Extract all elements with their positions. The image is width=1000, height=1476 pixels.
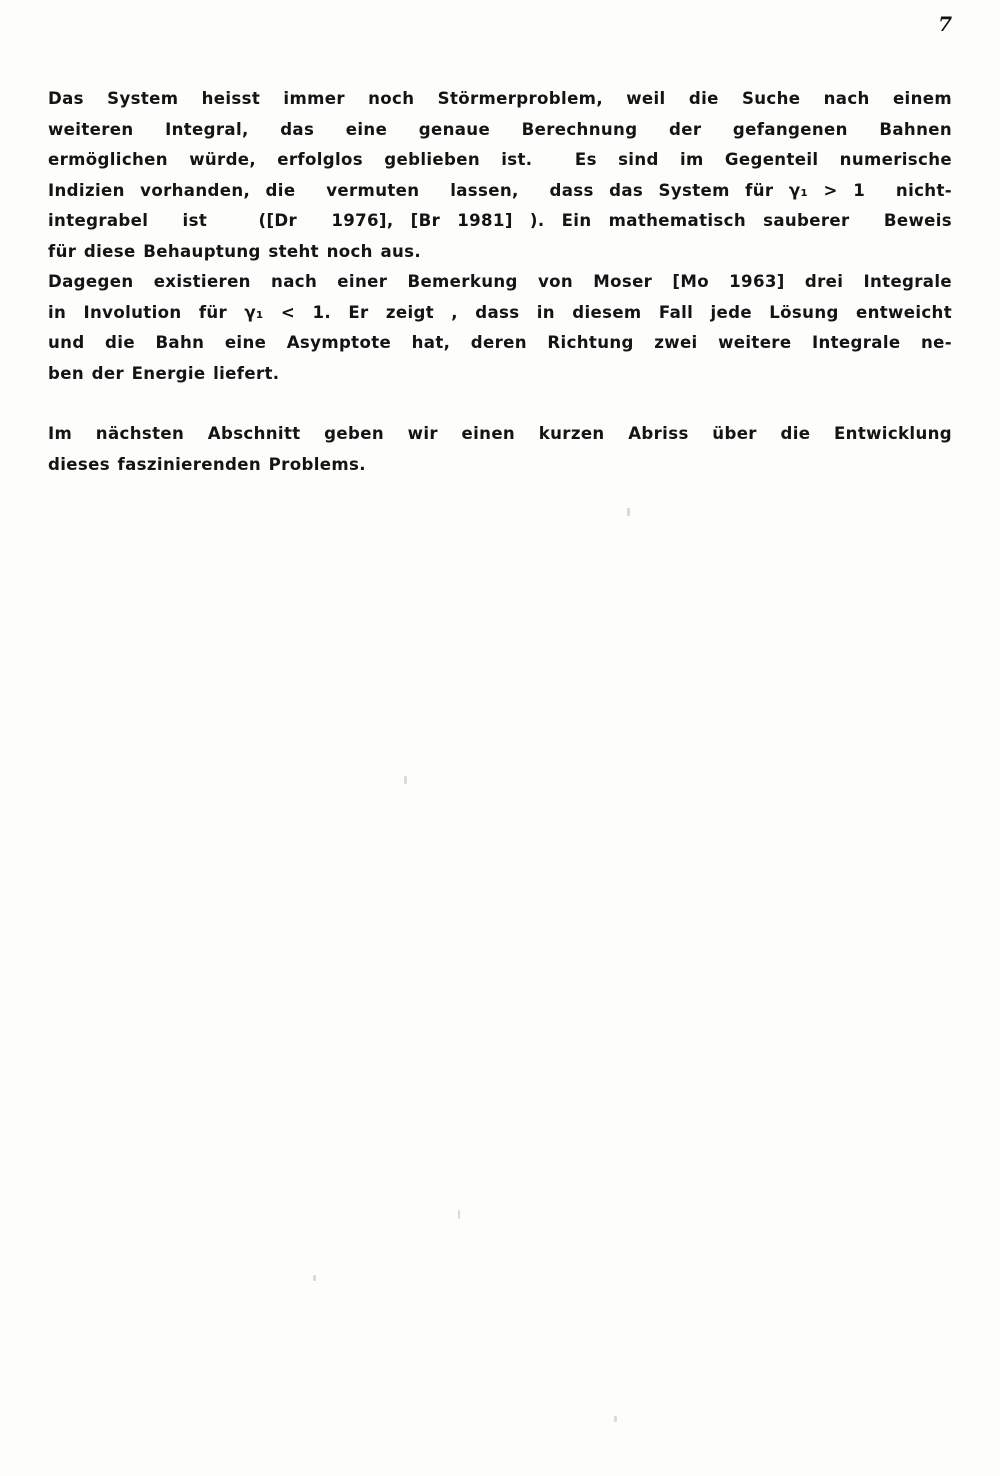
text-line: und die Bahn eine Asymptote hat, deren Richtung zwei weitere Integrale ne- [48, 333, 952, 352]
text-line: Indizien vorhanden, die vermuten lassen, dass das System für γ₁ > 1 nicht- [48, 180, 952, 200]
paragraph-2 [48, 267, 952, 389]
paper-speck [313, 1275, 316, 1281]
paragraph-1 [48, 84, 952, 267]
text-line: ermöglichen würde, erfolglos geblieben ist. Es sind im Gegenteil numerische [48, 150, 952, 169]
text-line: integrabel ist ([Dr 1976], [Br 1981] ). Ein mathematisch sauberer Beweis [48, 211, 952, 230]
text-line: weiteren Integral, das eine genaue Berechnung der gefangenen Bahnen [48, 119, 952, 139]
paragraph-3 [48, 419, 952, 480]
paper-speck [614, 1416, 617, 1422]
text-line: dieses faszinierenden Problems. [48, 454, 366, 474]
text-line: Im nächsten Abschnitt geben wir einen kurzen Abriss über die Entwicklung [48, 424, 952, 443]
paper-speck [458, 1210, 460, 1219]
text-line: für diese Behauptung steht noch aus. [48, 241, 422, 261]
paper-speck [627, 508, 630, 516]
paper-speck [404, 776, 407, 784]
text-line: Das System heisst immer noch Störmerproblem, weil die Suche nach einem [48, 89, 952, 108]
text-line: in Involution für γ₁ < 1. Er zeigt , dass in diesem Fall jede Lösung entweicht [48, 302, 952, 322]
text-line: Dagegen existieren nach einer Bemerkung von Moser [Mo 1963] drei Integrale [48, 272, 952, 291]
text-line: ben der Energie liefert. [48, 363, 280, 383]
document-body [48, 84, 952, 480]
page-number: 7 [938, 12, 952, 36]
